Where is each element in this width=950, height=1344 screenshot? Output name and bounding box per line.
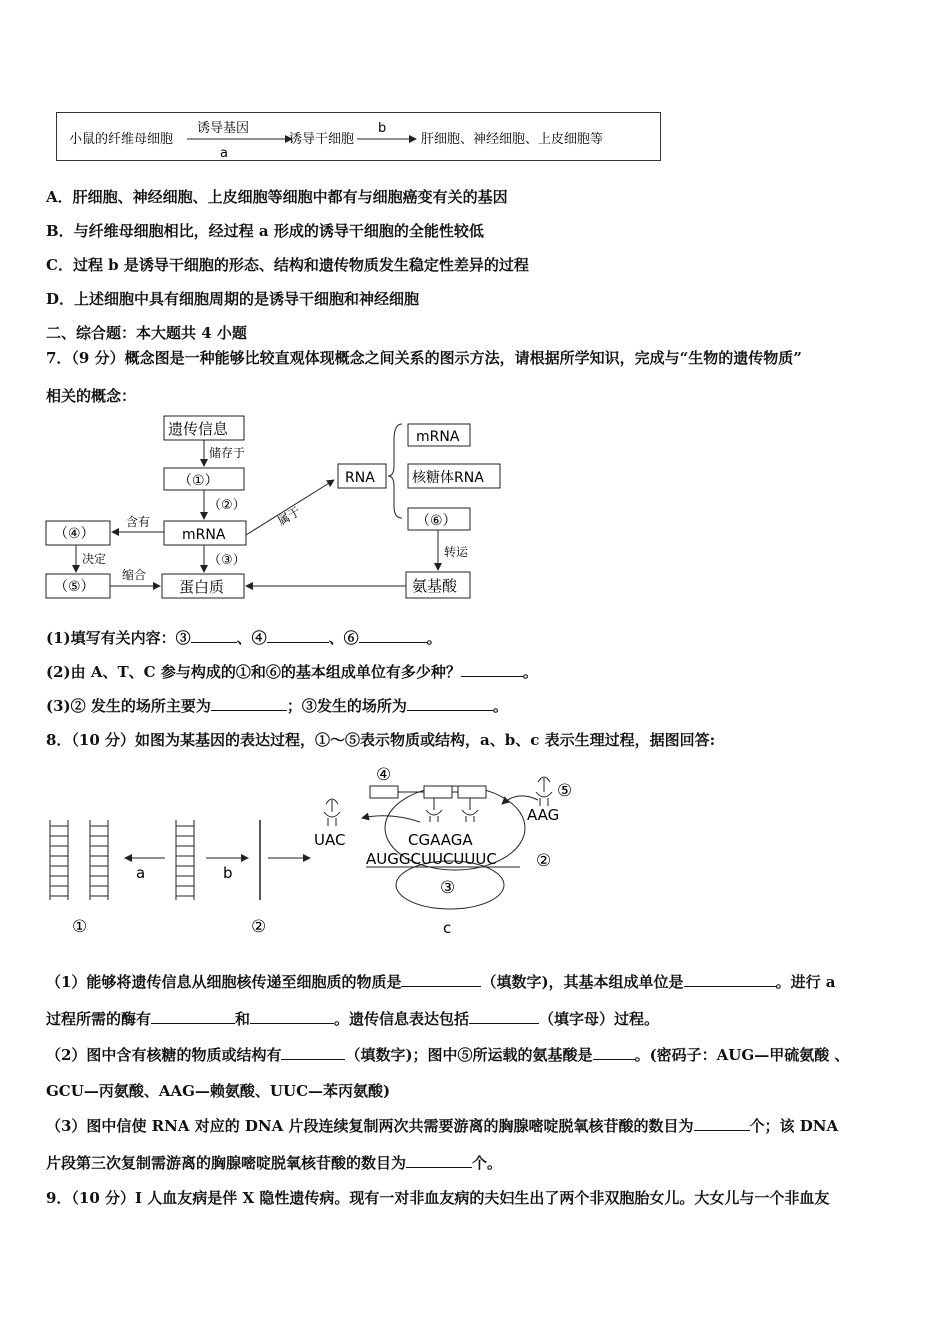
arrow-incoming bbox=[502, 796, 538, 804]
q8-p1-line1: （1）能够将遗传信息从细胞核传递至细胞质的物质是 （填数字)，其基本组成单位是 。进行 a bbox=[46, 973, 836, 991]
c2-label: （②） bbox=[208, 498, 246, 513]
blank-q7-2[interactable] bbox=[461, 662, 523, 677]
label-n2: ② bbox=[251, 917, 267, 937]
blank-3[interactable] bbox=[191, 628, 237, 643]
blank-q8-2a[interactable] bbox=[281, 1045, 345, 1060]
rna-label: RNA bbox=[345, 470, 375, 486]
fig-middle: 诱导干细胞 bbox=[289, 132, 355, 147]
q8-p3-line1: （3）图中信使 RNA 对应的 DNA 片段连续复制两次共需要游离的胸腺嘧啶脱氧核苷酸的数目为 个；该 DNA bbox=[46, 1117, 839, 1135]
top-figure bbox=[56, 112, 661, 161]
peptide-1 bbox=[370, 786, 398, 798]
rrna-label: 核糖体RNA bbox=[412, 470, 484, 486]
fig-arrow1-bottom: a bbox=[220, 146, 228, 160]
fig-start: 小鼠的纤维母细胞 bbox=[69, 132, 174, 147]
peptide-2 bbox=[424, 786, 452, 798]
trna-out bbox=[324, 799, 340, 826]
blank-4[interactable] bbox=[267, 628, 329, 643]
anticodon-label: CGAAGA bbox=[408, 831, 473, 849]
transports-label: 转运 bbox=[444, 545, 469, 559]
fig-end: 肝细胞、神经细胞、上皮细胞等 bbox=[421, 132, 604, 147]
q7-stem-line1: 7．（9 分）概念图是一种能够比较直观体现概念之间关系的图示方法，请根据所学知识，完成与“生物的遗传物质” bbox=[46, 349, 802, 367]
trna-in-2 bbox=[462, 798, 478, 822]
peptide-3 bbox=[458, 786, 486, 798]
condenses-label: 缩合 bbox=[122, 568, 147, 582]
q8-figure bbox=[40, 760, 600, 940]
dna-ladder-1 bbox=[50, 820, 68, 900]
section-title: 二、综合题：本大题共 4 小题 bbox=[46, 324, 247, 342]
blank-q8-1d[interactable] bbox=[250, 1009, 334, 1024]
option-b: B．与纤维母细胞相比，经过程 a 形成的诱导干细胞的全能性较低 bbox=[46, 222, 484, 240]
q8-p2-line2: GCU—丙氨酸、AAG—赖氨酸、UUC—苯丙氨酸) bbox=[46, 1082, 391, 1100]
trna-in-1 bbox=[426, 798, 442, 822]
trna-in-5 bbox=[536, 777, 552, 806]
dna-ladder-2 bbox=[90, 820, 108, 900]
q8-p2-line1: （2）图中含有核糖的物质或结构有 （填数字)；图中⑤所运载的氨基酸是 。(密码子：AUG—甲硫氨酸 、 bbox=[46, 1046, 850, 1064]
contains-label: 含有 bbox=[126, 515, 151, 529]
q7-sub3: (3)② 发生的场所主要为 ；③发生的场所为 。 bbox=[46, 697, 508, 715]
fig-arrow1-top: 诱导基因 bbox=[197, 121, 250, 136]
top-figure-svg bbox=[57, 113, 660, 160]
blank-q8-3a[interactable] bbox=[694, 1116, 750, 1131]
dna-ladder-3 bbox=[176, 820, 194, 900]
blank-q8-1c[interactable] bbox=[151, 1009, 235, 1024]
fig-arrow2-head bbox=[409, 135, 417, 143]
belongs-to-label: 属于 bbox=[275, 504, 303, 529]
blank-q7-3b[interactable] bbox=[407, 696, 493, 711]
c5-label: （⑤） bbox=[54, 579, 95, 595]
aag-label: AAG bbox=[527, 806, 560, 824]
label-c: c bbox=[443, 919, 452, 937]
c4-label: （④） bbox=[54, 526, 95, 542]
protein-label: 蛋白质 bbox=[179, 578, 225, 596]
label-a: a bbox=[136, 864, 146, 882]
q8-p1-line2: 过程所需的酶有 和 。遗传信息表达包括 （填字母）过程。 bbox=[46, 1010, 660, 1028]
q8-stem: 8．（10 分）如图为某基因的表达过程，①～⑤表示物质或结构，a、b、c 表示生理过程，据图回答: bbox=[46, 731, 716, 749]
q7-sub1: (1)填写有关内容：③ 、④ 、⑥ 。 bbox=[46, 629, 442, 647]
label-n2-right: ② bbox=[536, 851, 552, 871]
blank-q8-1a[interactable] bbox=[401, 972, 481, 987]
fig-arrow2-top: b bbox=[378, 121, 387, 136]
q7-sub2: (2)由 A、T、C 参与构成的①和⑥的基本组成单位有多少种？ 。 bbox=[46, 663, 538, 681]
blank-6[interactable] bbox=[359, 628, 427, 643]
amino-label: 氨基酸 bbox=[412, 577, 458, 595]
blank-q8-1e[interactable] bbox=[469, 1009, 539, 1024]
stored-in-label: 储存于 bbox=[209, 446, 246, 460]
blank-q8-1b[interactable] bbox=[684, 972, 776, 987]
mrna-seq-label: AUGGCUUCUUUC bbox=[366, 850, 497, 868]
c3-label: （③） bbox=[208, 553, 246, 568]
blank-q8-2b[interactable] bbox=[593, 1045, 635, 1060]
label-n3: ③ bbox=[440, 878, 456, 898]
arrow-release bbox=[362, 816, 420, 822]
genetic-info-label: 遗传信息 bbox=[168, 420, 229, 438]
option-c: C．过程 b 是诱导干细胞的形态、结构和遗传物质发生稳定性差异的过程 bbox=[46, 256, 529, 274]
determines-label: 决定 bbox=[82, 552, 107, 566]
blank-q7-3a[interactable] bbox=[211, 696, 287, 711]
q7-stem-line2: 相关的概念： bbox=[46, 387, 137, 405]
option-a: A．肝细胞、神经细胞、上皮细胞等细胞中都有与细胞癌变有关的基因 bbox=[46, 188, 508, 206]
label-n1: ① bbox=[72, 917, 88, 937]
mrna2-label: mRNA bbox=[416, 429, 460, 445]
q9-stem: 9．（10 分）I 人血友病是伴 X 隐性遗传病。现有一对非血友病的夫妇生出了两个非双胞胎女儿。大女儿与一个非血友 bbox=[46, 1189, 830, 1207]
label-n5: ⑤ bbox=[557, 781, 573, 801]
label-n4: ④ bbox=[376, 765, 392, 785]
mrna-label: mRNA bbox=[182, 527, 226, 543]
c1-label: （①） bbox=[178, 473, 219, 489]
rna-brace bbox=[388, 424, 402, 518]
c6-label: （⑥） bbox=[416, 513, 457, 529]
option-d: D．上述细胞中具有细胞周期的是诱导干细胞和神经细胞 bbox=[46, 290, 420, 308]
blank-q8-3b[interactable] bbox=[406, 1153, 472, 1168]
q8-p3-line2: 片段第三次复制需游离的胸腺嘧啶脱氧核苷酸的数目为 个。 bbox=[46, 1154, 503, 1172]
q7-concept-map bbox=[40, 410, 510, 605]
label-b: b bbox=[223, 864, 233, 882]
uac-label: UAC bbox=[314, 831, 346, 849]
